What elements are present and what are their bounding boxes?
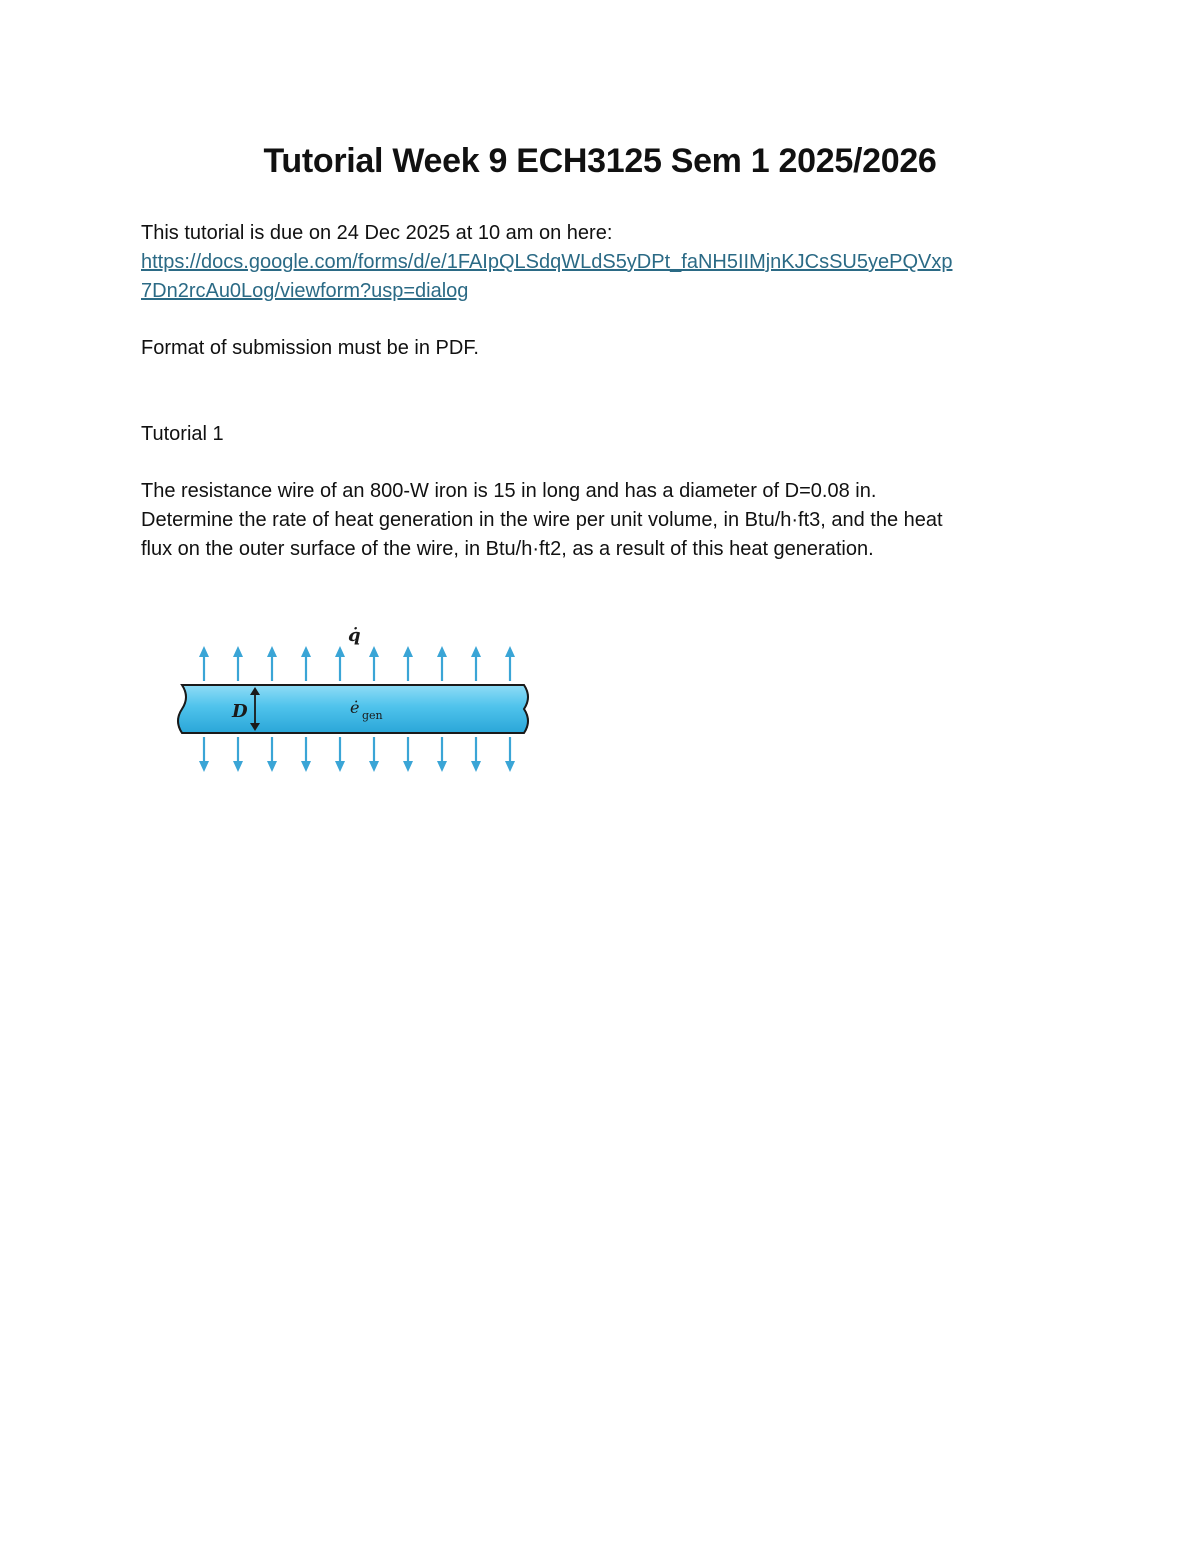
wire-heat-generation-figure	[172, 615, 537, 785]
arrow-down-head	[505, 761, 515, 772]
due-date-text: This tutorial is due on 24 Dec 2025 at 10 am on here:	[141, 222, 613, 244]
heat-generation-label: ė	[350, 698, 360, 717]
page-title: Tutorial Week 9 ECH3125 Sem 1 2025/2026	[263, 142, 937, 180]
format-text: Format of submission must be in PDF.	[141, 337, 479, 359]
arrow-up-head	[403, 646, 413, 657]
arrow-down-head	[199, 761, 209, 772]
arrow-up-head	[233, 646, 243, 657]
arrow-up-head	[437, 646, 447, 657]
arrow-up-head	[301, 646, 311, 657]
problem-line: flux on the outer surface of the wire, in Btu/h·ft2, as a result of this heat generation.	[141, 538, 874, 560]
arrow-down-head	[335, 761, 345, 772]
diameter-label: D	[232, 701, 248, 722]
arrow-up-head	[267, 646, 277, 657]
section-heading: Tutorial 1	[141, 423, 224, 445]
arrow-up-head	[471, 646, 481, 657]
heat-generation-subscript: gen	[362, 709, 383, 722]
problem-statement	[141, 477, 1071, 564]
arrow-down-head	[369, 761, 379, 772]
heat-flux-arrows-down	[199, 737, 515, 772]
submission-link-line2[interactable]: 7Dn2rcAu0Log/viewform?usp=dialog	[141, 280, 469, 302]
problem-line: The resistance wire of an 800-W iron is 15 in long and has a diameter of D=0.08 in.	[141, 480, 877, 502]
arrow-down-head	[233, 761, 243, 772]
heat-flux-arrows-up	[199, 646, 515, 681]
arrow-down-head	[437, 761, 447, 772]
arrow-up-head	[369, 646, 379, 657]
arrow-down-head	[301, 761, 311, 772]
arrow-up-head	[505, 646, 515, 657]
arrow-up-head	[199, 646, 209, 657]
arrow-down-head	[403, 761, 413, 772]
arrow-up-head	[335, 646, 345, 657]
heat-flux-label: q̇	[348, 625, 361, 646]
problem-line: Determine the rate of heat generation in the wire per unit volume, in Btu/h·ft3, and the heat	[141, 509, 943, 531]
submission-link-line1[interactable]: https://docs.google.com/forms/d/e/1FAIpQLSdqWLdS5yDPt_faNH5IIMjnKJCsSU5yePQVxp	[141, 251, 953, 273]
arrow-down-head	[267, 761, 277, 772]
arrow-down-head	[471, 761, 481, 772]
